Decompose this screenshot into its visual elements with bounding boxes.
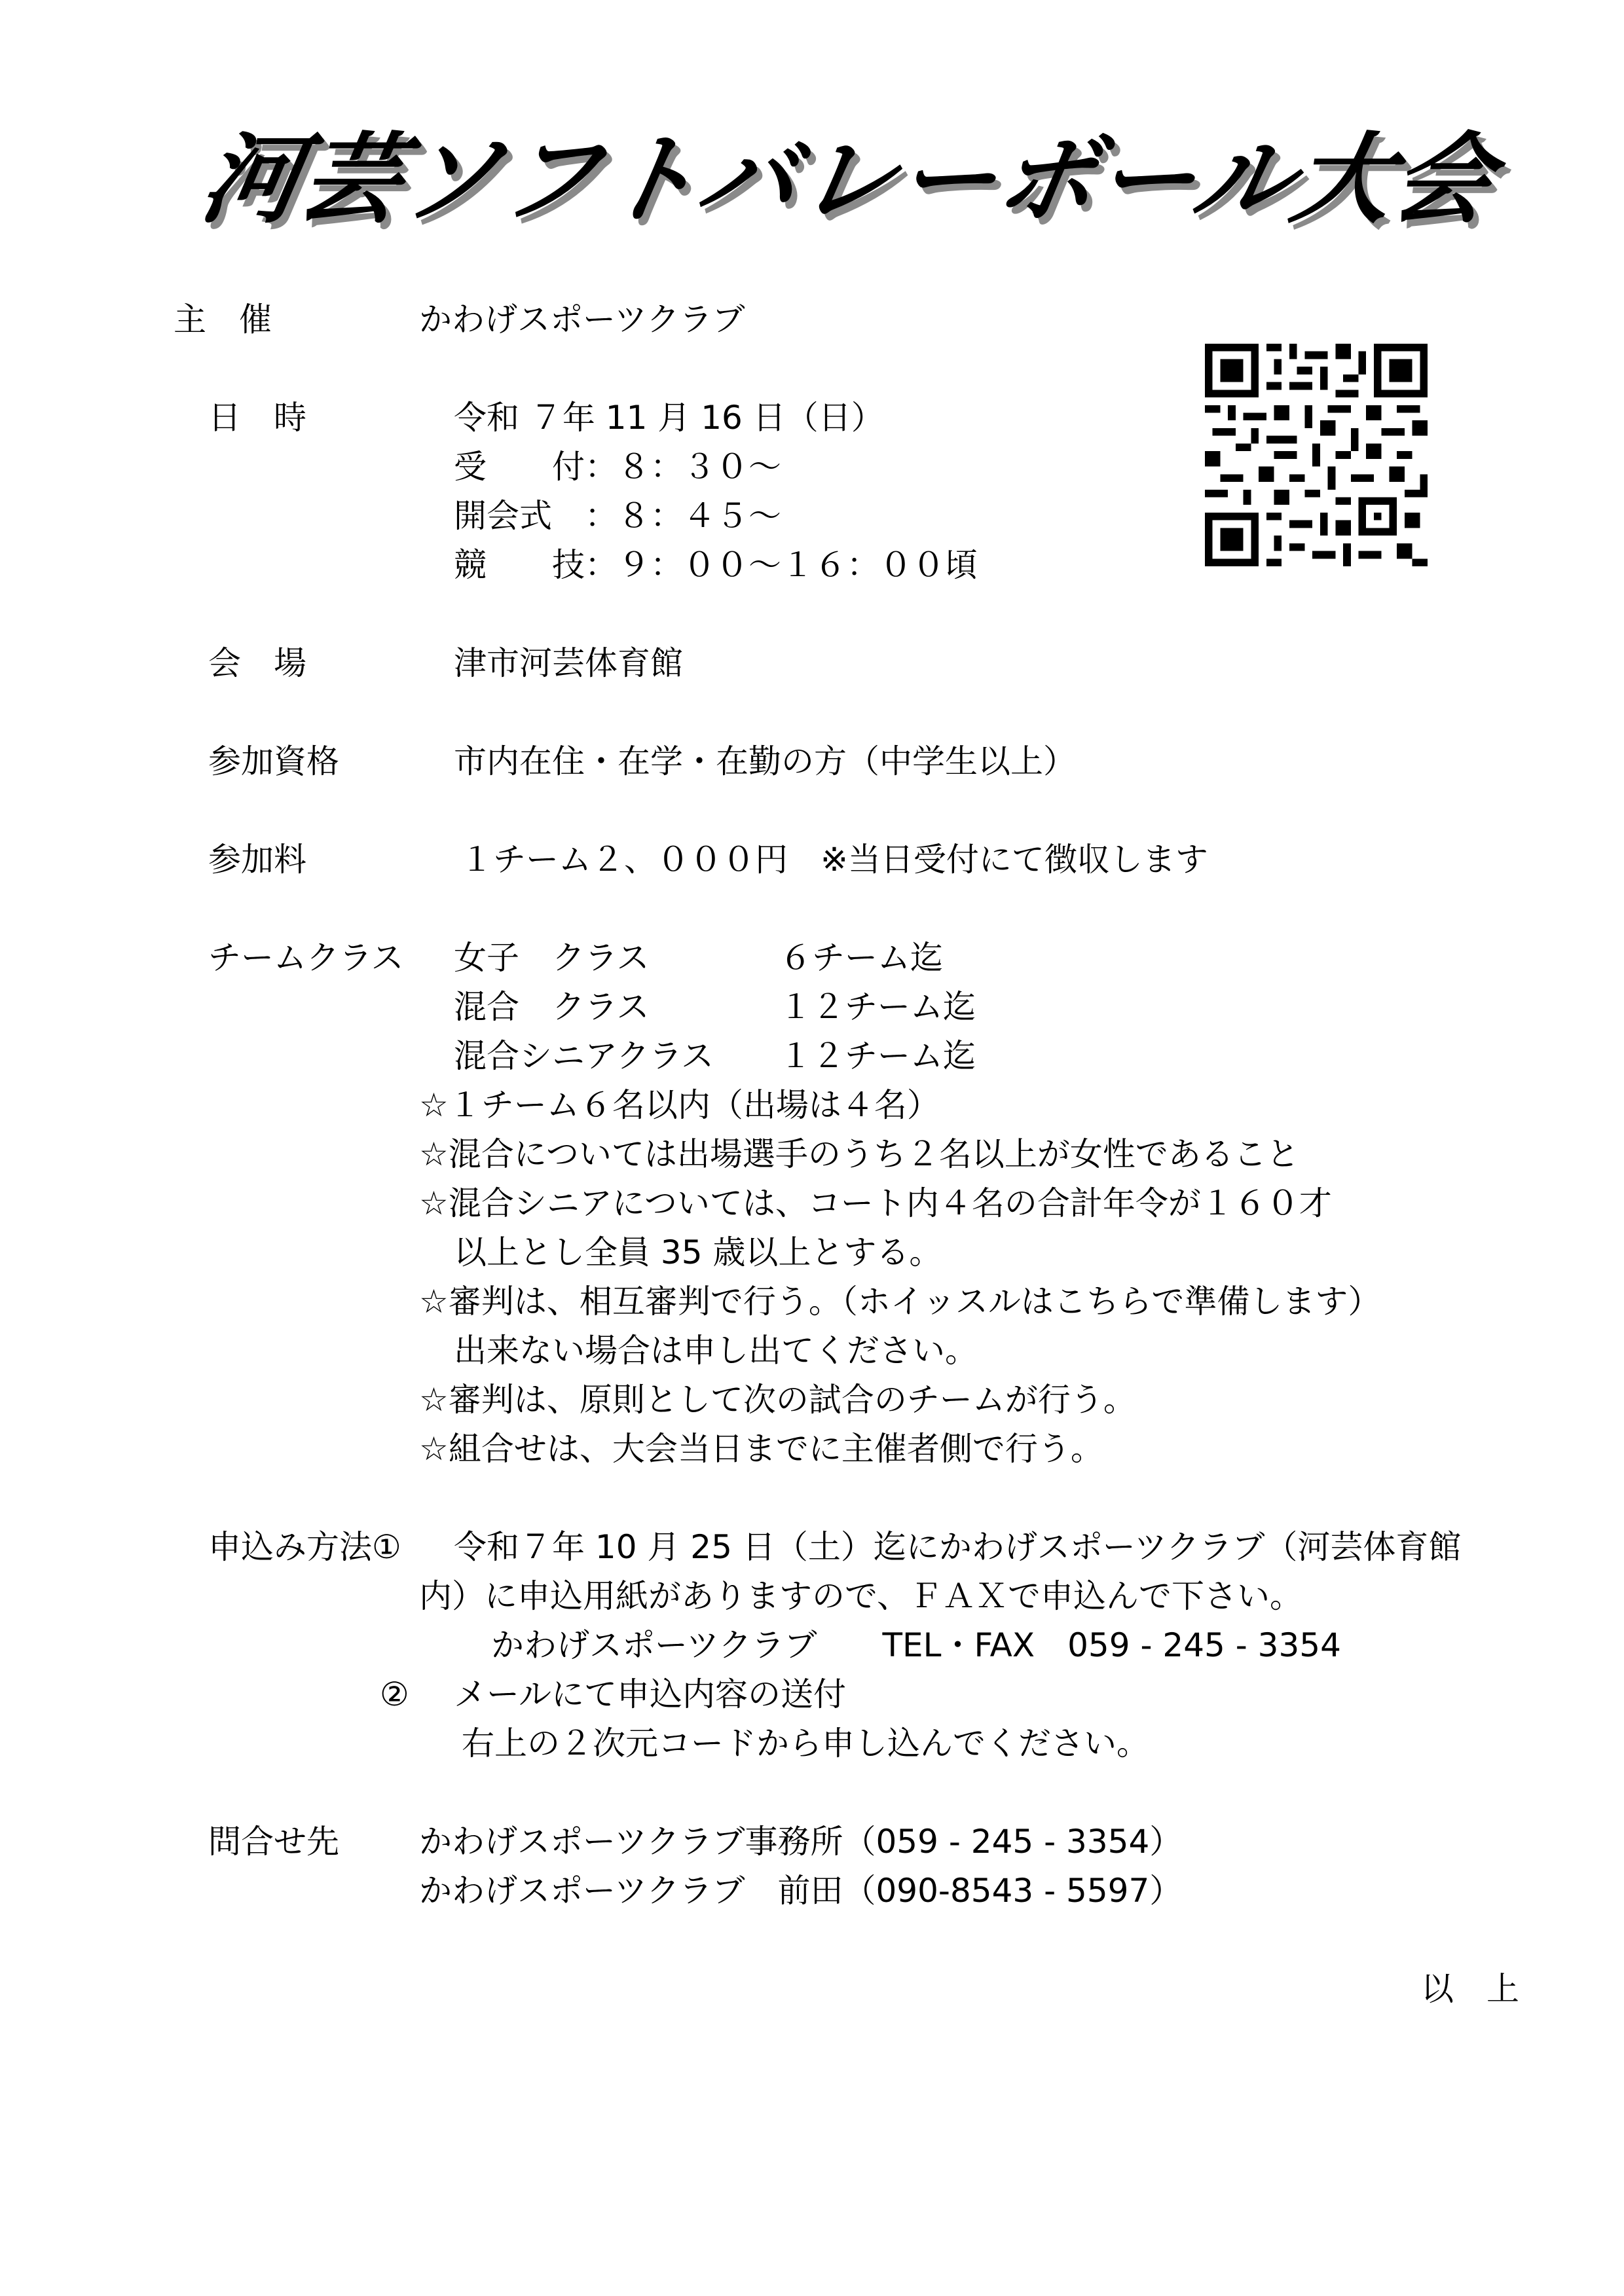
class-name: 混合 クラス — [454, 988, 650, 1026]
application-label: 申込み方法① — [208, 1528, 401, 1566]
application-line: 内）に申込用紙がありますので、ＦＡＸで申込んで下さい。 — [419, 1577, 1302, 1615]
class-limit: １２チーム迄 — [779, 988, 976, 1026]
application-contact: かわげスポーツクラブ TEL・FAX 059 - 245 - 3354 — [491, 1626, 1341, 1664]
application-method-marker: ② — [380, 1675, 409, 1713]
eligibility-label: 参加資格 — [208, 742, 339, 780]
class-limit: １２チーム迄 — [779, 1037, 976, 1075]
event-date: 令和 ７年 11 月 16 日（日） — [454, 399, 884, 437]
application-method2: メールにて申込内容の送付 — [454, 1675, 846, 1713]
class-name: 女子 クラス — [454, 939, 650, 977]
opening-time: 開会式 ：８：４５～ — [454, 497, 781, 535]
inquiry-line: かわげスポーツクラブ事務所（059 - 245 - 3354） — [419, 1823, 1183, 1861]
class-note: ☆混合については出場選手のうち２名以上が女性であること — [419, 1135, 1299, 1173]
class-note: 出来ない場合は申し出てください。 — [454, 1332, 978, 1370]
organizer-label: 主 催 — [174, 301, 272, 338]
class-note: ☆混合シニアについては、コート内４名の合計年令が１６０才 — [419, 1184, 1332, 1222]
class-note: ☆審判は、原則として次の試合のチームが行う。 — [419, 1381, 1136, 1419]
datetime-label: 日 時 — [208, 399, 306, 437]
application-line: 令和７年 10 月 25 日（土）迄にかわげスポーツクラブ（河芸体育館 — [454, 1528, 1462, 1566]
class-name: 混合シニアクラス — [454, 1037, 714, 1075]
fee-value: １チーム２、０００円 ※当日受付にて徴収します — [460, 841, 1208, 879]
inquiry-label: 問合せ先 — [208, 1823, 339, 1861]
page-title: 河芸ソフトバレーボール大会 — [193, 123, 1504, 237]
venue-label: 会 場 — [208, 644, 306, 682]
class-note: ☆組合せは、大会当日までに主催者側で行う。 — [419, 1430, 1103, 1468]
competition-time: 競 技：９：００～１６：００頃 — [454, 546, 978, 584]
eligibility-value: 市内在住・在学・在勤の方（中学生以上） — [454, 742, 1076, 780]
closing-text: 以 上 — [1421, 1970, 1519, 2008]
inquiry-line: かわげスポーツクラブ 前田（090-8543 - 5597） — [419, 1872, 1183, 1910]
reception-time: 受 付：８：３０～ — [454, 448, 781, 486]
fee-label: 参加料 — [208, 841, 306, 879]
application-method2-detail: 右上の２次元コードから申し込んでください。 — [462, 1724, 1149, 1762]
class-limit: ６チーム迄 — [779, 939, 943, 977]
qr-code[interactable] — [1205, 344, 1428, 566]
venue-value: 津市河芸体育館 — [454, 644, 683, 682]
class-note: 以上とし全員 35 歳以上とする。 — [454, 1233, 942, 1271]
classes-label: チームクラス — [208, 939, 404, 977]
class-note: ☆１チーム６名以内（出場は４名） — [419, 1086, 940, 1124]
class-note: ☆審判は、相互審判で行う。（ホイッスルはこちらで準備します） — [419, 1283, 1381, 1321]
organizer-value: かわげスポーツクラブ — [419, 301, 745, 338]
